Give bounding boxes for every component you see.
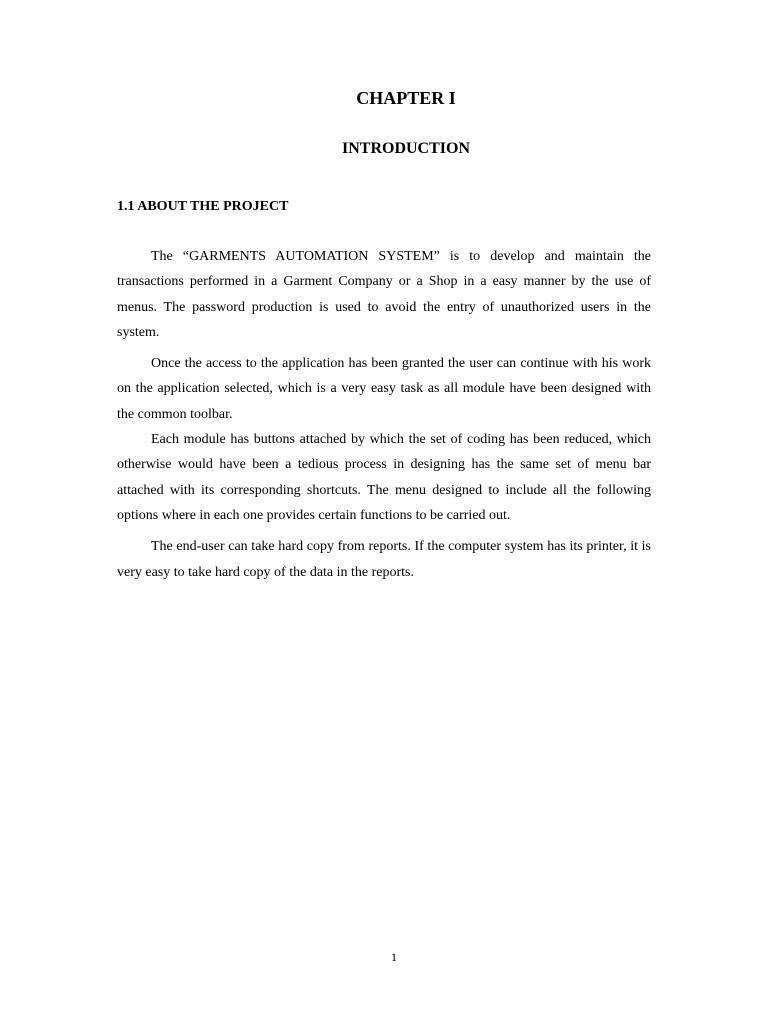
section-title: INTRODUCTION bbox=[341, 140, 470, 157]
chapter-title: CHAPTER I bbox=[356, 88, 456, 108]
paragraph-access: Once the access to the application has been granted the user can continue with his work on the application selected, which is a very easy task as all module have been designed with the common toolbar. bbox=[117, 356, 651, 422]
page-number: 1 bbox=[391, 950, 397, 964]
body-text bbox=[117, 244, 651, 585]
paragraph-intro: The “GARMENTS AUTOMATION SYSTEM” is to develop and maintain the transactions performed in a Garment Company or a Shop in a easy manner by the use of menus. The password production is used to avoid the entry of unauthorized users in the system. bbox=[117, 249, 651, 340]
paragraph-modules: Each module has buttons attached by which the set of coding has been reduced, which otherwise would have been a tedious process in designing has the same set of menu bar attached with its corresponding shortcuts. The menu designed to include all the following options where in each one provides certain functions to be carried out. bbox=[117, 432, 651, 523]
subsection-heading: 1.1 ABOUT THE PROJECT bbox=[117, 199, 289, 214]
paragraph-reports: The end-user can take hard copy from reports. If the computer system has its printer, it is very easy to take hard copy of the data in the reports. bbox=[117, 539, 651, 580]
